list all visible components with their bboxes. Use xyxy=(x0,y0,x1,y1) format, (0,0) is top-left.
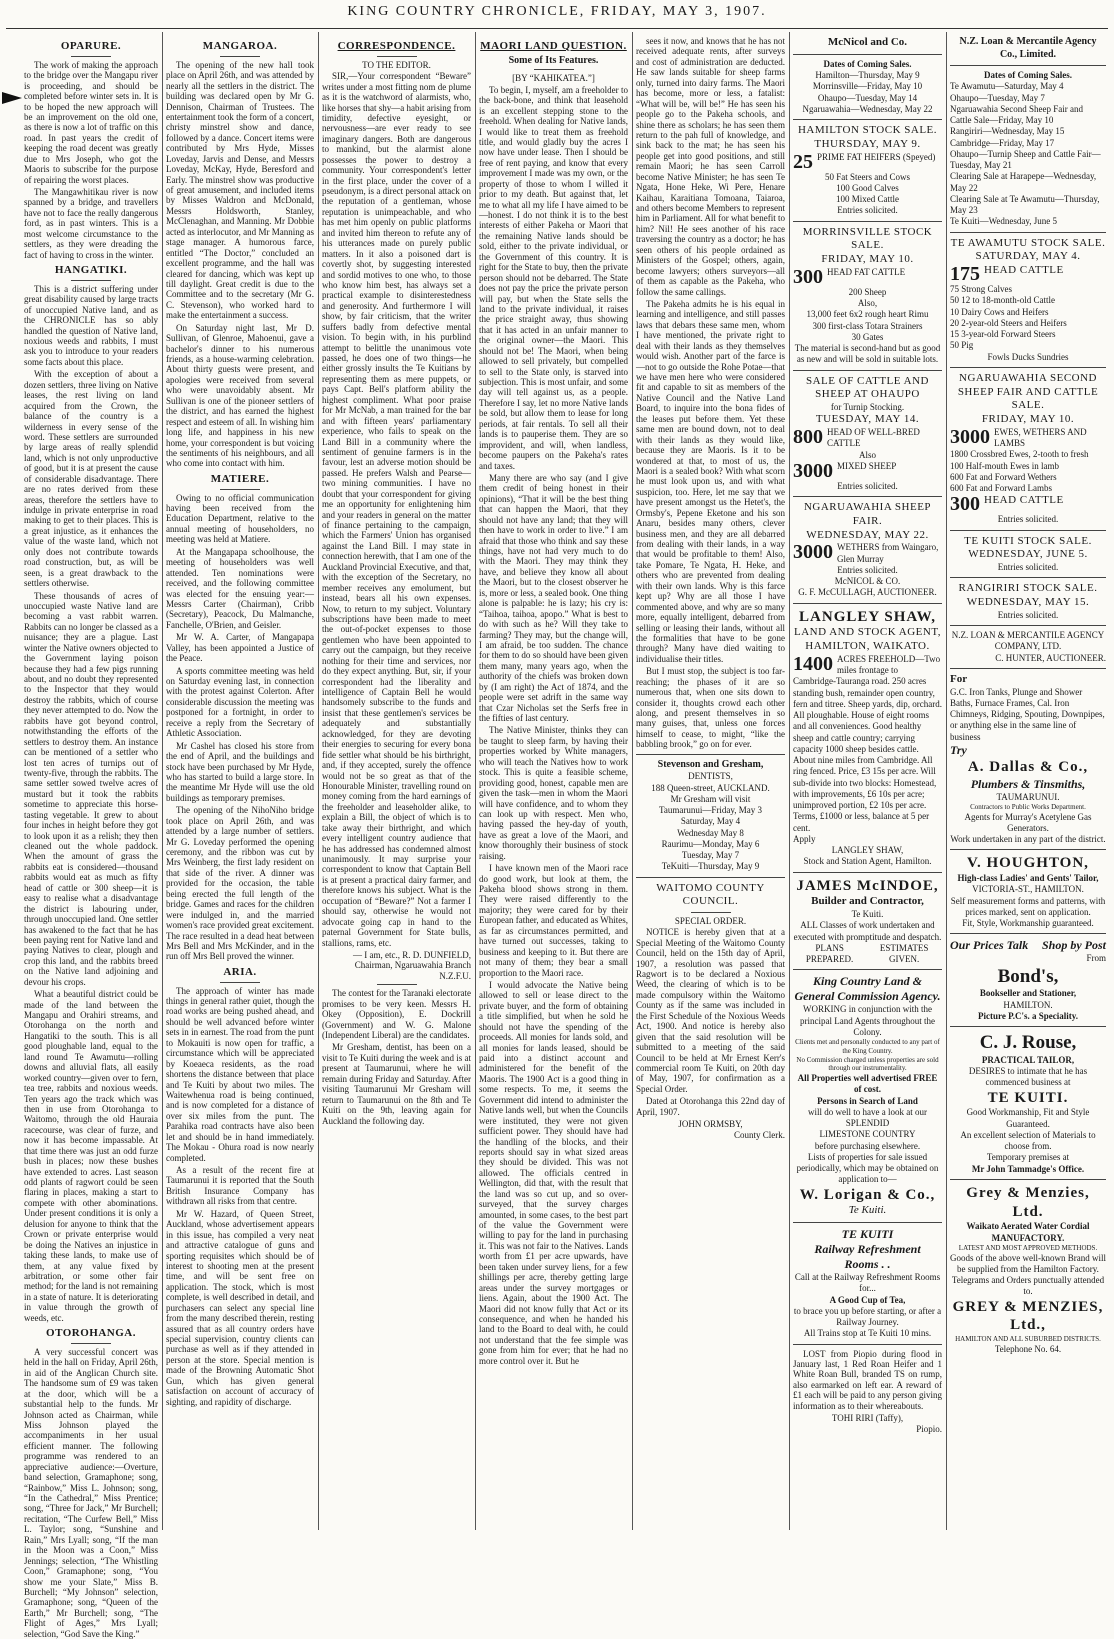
ad-line: Fit, Style, Workmanship guaranteed. xyxy=(962,918,1094,928)
divider xyxy=(636,877,785,878)
ad-line: Also, xyxy=(857,298,878,308)
ad-number: 3000 xyxy=(793,541,833,564)
article-heading: MATIERE. xyxy=(210,472,270,485)
divider xyxy=(793,54,942,55)
divider xyxy=(793,1344,942,1345)
ad-line: 100 Good Calves xyxy=(836,182,899,193)
paragraph: These thousands of acres of unoccupied waste Native land are becoming a vast rabbit warren. Rabbits can no longer be classed as a nuisance; they are a plague. Last winter the Native owners objected to the Government laying poison because they had a few pigs running about, and no doubt they represented to the Inspector that they would destroy the rabbits, which of course they never attempted to do. Now the rabbits have got beyond control, notwithstanding the efforts of the settlers to destroy them. An instance can be mentioned of a settler who lost ten acres of turnips out of twenty-five, through the rabbits. The same settler sowed twelve acres of mustard but it took the rabbits sometime to appreciate this horse-tasting vegetable. It grew to about four inches in height before they got to look upon it as a relish; they then cleaned out the whole paddock. When the amount of grass the rabbits eat is considered—thousand rabbits would eat as much as fifty head of cattle or 300 sheep—it is easy to realise what a disadvantage the district is labouring under, through unoccupied land. One settler has awakened to the fact that he has been paying rent for Native land and paying Natives to clear, plough and crop this land, and the rabbits breed on the Native land adjoining and devour his crops. xyxy=(24,590,158,987)
divider xyxy=(950,849,1106,850)
ad-title: A. Dallas & Co., xyxy=(967,758,1089,775)
ad-line: Good Workmanship, Fit and Style Guaranteed. xyxy=(966,1107,1090,1129)
paragraph: The Native Minister, thinks they can be taught to sleep farm, by having their properties worked by White managers, who will teach the Natives how to work stock. This is quite a feasible scheme, providing good, honest, capable men are given the task—men in whom the Maori will have confidence, and to whom they can look up with respect. Men who, having passed the hey-day of youth, have as great a love of the Maori, and know thoroughly their business of stock raising. xyxy=(479,725,628,861)
ad-number: 175 xyxy=(950,263,980,285)
ad-line: PRIME FAT HEIFERS (Speyed) xyxy=(817,151,936,162)
ad-line: to brace you up before starting, or after a Railway Journey. xyxy=(793,1305,942,1327)
ad-line: Temporary premises at xyxy=(986,1152,1070,1163)
ad-line: Rangiriri—Wednesday, May 15 xyxy=(950,126,1065,137)
ad-line: Apply xyxy=(793,833,816,844)
ad-line: Agents for Murray's Acetylene Gas Generators. xyxy=(964,811,1092,833)
divider xyxy=(793,221,942,222)
paragraph: Mr W. A. Carter, of Mangapapa Valley, has been appointed a Justice of the Peace. xyxy=(166,632,314,664)
divider xyxy=(71,1343,111,1344)
ad-heading: MORRINSVILLE STOCK SALE. xyxy=(802,225,933,252)
masthead-rule xyxy=(6,28,1108,29)
ad-line: Taumarunui—Friday, May 3 xyxy=(658,805,763,815)
ad-line: The material is second-hand but as good as new and will be sold in suitable lots. xyxy=(794,343,941,365)
council-notice xyxy=(636,882,785,928)
ad-line: All Trains stop at Te Kuiti 10 mins. xyxy=(803,1328,932,1339)
ad-line: Persons in Search of Land xyxy=(817,1095,918,1106)
paragraph: This is a district suffering under great disability caused by large tracts of unoccupied Native land, and as the CHRONICLE has so ably handled the question of Native land, noxious weeds and rabbits, I must ask you to introduce to your readers some facts about this place. xyxy=(24,283,158,367)
paragraph: Dated at Otorohanga this 22nd day of April, 1907. xyxy=(636,1096,785,1117)
ad-note: HAMILTON AND ALL SUBURBED DISTRICTS. xyxy=(955,1335,1101,1343)
ad-line: 1800 Crossbred Ewes, 2-tooth to fresh xyxy=(950,449,1089,460)
divider xyxy=(950,1026,1106,1027)
langley-shaw-advertisement xyxy=(793,608,942,868)
divider xyxy=(793,496,942,497)
divider xyxy=(71,280,111,281)
divider xyxy=(377,56,417,57)
ad-line: 300 first-class Totara Strainers xyxy=(812,320,923,331)
ad-title: GREY & MENZIES, Ltd., xyxy=(952,1298,1104,1334)
ad-line: Try xyxy=(950,742,967,757)
divider xyxy=(793,603,942,604)
paragraph: But I must stop, the subject is too far-reaching; the phases of it are so numerous that, when one sits down to consider it, thoughts crowd each other along, and present themselves in so many guises, that, unless one forces himself to cease, to might, “like the babbling brook,” go on for ever. xyxy=(636,666,785,750)
ad-line: Our Prices Talk xyxy=(950,938,1029,953)
ad-heading: NGARUAWAHIA SECOND SHEEP FAIR AND CATTLE SALE. xyxy=(957,371,1099,412)
ad-signature: G. F. McCULLAGH, AUCTIONEER. xyxy=(798,587,937,598)
ad-line: Fowls Ducks Sundries xyxy=(987,351,1069,362)
ad-line: A Good Cup of Tea, xyxy=(829,1294,906,1305)
ad-heading: TE AWAMUTU STOCK SALE. xyxy=(950,236,1106,249)
ad-title: Bond's, xyxy=(997,965,1059,987)
paragraph: The opening of the NihoNiho bridge took place on April 26th, and was attended by a large number of settlers. Mr G. Loveday performed the opening ceremony, and the ribbon was cut by Mrs Weinberg, the first lady resident on that side of the river. A dinner was provided for the occasion, the table being erected the full length of the bridge. Games and races for the children were indulged in, and the married women's race provided great excitement. The race resulted in a dead heat between Mrs Bell and Mrs McKinder, and in the run off Mrs Bell proved the winner. xyxy=(166,805,314,962)
ad-heading: HAMILTON STOCK SALE. xyxy=(797,124,938,136)
ad-number: 800 xyxy=(793,426,823,448)
divider xyxy=(71,56,111,57)
paragraph: A sports committee meeting was held on Saturday evening last, in connection with the protest against Colerton. After considerable discussion the meeting was postponed for a fortnight, in order to receive a reply from the Secretary of Athletic Association. xyxy=(166,665,314,739)
ad-signature: C. HUNTER, AUCTIONEER. xyxy=(995,652,1106,663)
article-heading: HANGATIKI. xyxy=(54,264,128,277)
divider xyxy=(950,625,1106,626)
ad-signature: TOHI RIRI (Taffy), xyxy=(831,1413,904,1424)
paragraph: As a result of the recent fire at Taumarunui it is reported that the South British Insurance Company has withdrawn all risks from that centre. xyxy=(166,1165,314,1207)
paragraph: With the exception of about a dozen settlers, three living on Native leases, the rest living on land acquired from the Crown, the balance of the country is a wilderness in every sense of the word. These settlers are surrounded by large areas of really splendid land, which is not only unproductive of good, but it is at present the cause of considerable disadvantage. There are no rates derived from these areas, therefore the settlers have to indulge in private enterprise in road making to get to their places. This is a great injustice, as it enhances the value of the waste land, which not only does not contribute towards road construction, but, as will be seen, is a great drawback to the settlers otherwise. xyxy=(24,369,158,589)
subheading: Some of Its Features. xyxy=(508,54,599,66)
ad-line: 600 Fat and Forward Lambs xyxy=(950,483,1052,493)
ad-title: N.Z. Loan & Mercantile Agency Co., Limited. xyxy=(959,36,1097,60)
paragraph: The opening of the new hall took place on April 26th, and was attended by nearly all the settlers in the district. The building was declared open by Mr G. Dennison, Chairman of Trustees. The entertainment took the form of a concert, christy minstrel show and dance, followed by a dance. Concert items were contributed by Mrs Hyde, Misses Loveday, Jarvis and Dense, and Messrs Loveday, McKay, Hyde, Beresford and Early. The minstrel show was productive of great amusement, and included items by Misses Waldron and McDonald, Messrs Holdsworth, Stanley, McClenaghan, and Manning. Mr Dobbie acted as interlocutor, and Mr Manning as stage manager. A humorous farce, entitled “The Doctor,” concluded an excellent programme, and the hall was cleared for dancing, which was kept up till daylight. Great credit is due to the Committee and to the secretary (Mr G. C. Stevenson), who worked hard to make the entertainment a success. xyxy=(166,59,314,321)
ad-line: Mr John Tammadge's Office. xyxy=(971,1163,1085,1174)
divider xyxy=(950,577,1106,578)
ad-body: WORKING in conjunction with the principal Land Agents throughout the Colony. xyxy=(800,1004,935,1037)
ad-body: DESIRES to intimate that he has commenced business at xyxy=(968,1066,1088,1088)
ad-line: 50 Fat Steers and Cows xyxy=(825,171,910,182)
paragraph: Owing to no official communication having been received from the Education Department, relative to the annual meeting of householders, no meeting was held at Matiere. xyxy=(166,492,314,545)
ad-date: THURSDAY, MAY 9. xyxy=(814,137,921,150)
ad-number: 3000 xyxy=(793,459,833,482)
ad-city: HAMILTON, WAIKATO. xyxy=(805,640,930,652)
ad-line: 15 3-year-old Forward Steers xyxy=(950,329,1056,339)
ad-body: G.C. Iron Tanks, Plunge and Shower Baths, Furnace Frames, Cal. Iron Chimneys, Ridging, Spouting, Downpipes, or anything else in the same line of business xyxy=(950,686,1105,742)
column-divider xyxy=(318,32,319,1530)
ad-subtitle: Dates of Coming Sales. xyxy=(823,58,912,69)
ad-line: before purchasing elsewhere. xyxy=(814,1140,921,1151)
ad-line: HEAD CATTLE xyxy=(984,264,1064,276)
ad-heading: RANGIRIRI STOCK SALE. xyxy=(958,582,1098,595)
dallas-advertisement xyxy=(950,673,1106,846)
ad-address: 188 Queen-street, AUCKLAND. xyxy=(651,782,770,793)
ad-line: 100 Mixed Cattle xyxy=(836,194,899,204)
ad-subtitle: Bookseller and Stationer, xyxy=(979,988,1077,999)
ad-line: Clearing Sale at Harapepe—Wednesday, May 22 xyxy=(950,171,1097,193)
ad-line: Clearing Sale at Te Awamutu—Thursday, May 23 xyxy=(950,193,1100,215)
land-agency-advertisement xyxy=(793,974,942,1218)
ad-line: ESTIMATES GIVEN. xyxy=(879,942,929,964)
article-heading: CORRESPONDENCE. xyxy=(337,40,456,52)
dentist-advertisement xyxy=(636,759,785,873)
ad-line: Work undertaken in any part of the district. xyxy=(950,834,1106,844)
ad-line: TeKuiti—Thursday, May 9 xyxy=(661,861,760,872)
ad-line: An excellent selection of Materials to choose from. xyxy=(960,1129,1096,1151)
paragraph: I have known men of the Maori race do good work, but look at them, the Pakeha blood shows strong in them. They were raised differently to the majority; they were cared for by their European father, and educated as Whites, as far as circumstances permitted, and have turned out successes, taking to business and keeping to it. But there are not many of them; they bear a small proportion to the Maori race. xyxy=(479,863,628,978)
paragraph: SIR,—Your correspondent “Beware” writes under a most fitting nom de plume as it is the watchword of alarmists, who, like horses that shy—a habit arising from timidity, defective eyesight, or nervousness—are ever ready to see imaginary dangers. Both are dangerous to mankind, but the alarmist alone possesses the power to destroy a community. Your correspondent's letter in the first place, under the cover of a pseudonym, is a direct personal attack on the reputation of a gentleman, whose reputation is unimpeachable, and who has met him openly on public platforms and invited him thereon to refute any of his utterances made on purely public matters. In it also a poisoned dart is covertly shot, by suggesting interested and sordid motives to one who, to those who know him best, has always set a practical example to disinterestedness and generosity. And furthermore I will show, by fair criticism, that the writer suffers badly from defective mental vision. To begin with, in his purblind attempt to belittle the unanimous vote passed, he does one of two things—he either grossly insults the Te Kuitians by representing them as mere puppets, or pays Capt. Bell's platform ability the highest compliment. What poor praise for Mr McNab, a man trained for the bar and with fifteen years' parliamentary experience, who fails to speak on the Land Bill in a community where the sentiment of genuine farmers is in the favour, lest an adverse motion should be passed. He prefers Walsh and Pearse—two mining communities. I have no doubt that your correspondent for giving me an opportunity for enlightening him and your readers in general on the matter of finance pertaining to the campaign, which the Farmers' Union has organised against the Land Bill. I may state in connection herewith, that I am one of the Auckland Provincial Executive, and that, with the exception of the Secretary, no member receives any emolument, but instead, bears all his own expenses. Now, to return to my subject. Voluntary subscriptions have been made to meet the out-of-pocket expenses to those gentlemen who have been appointed to carry out the campaign, but they receive nothing for their time and services, nor do they expect anything. But, sir, if your correspondent had the liberality and intelligence of Captain Bell he would handsomely subscribe to the funds and insist that these gentlemen's services be adequately and substantially acknowledged, for they are devoting their energies to securing for every bona fide settler what should be his birthright, and, if they accepted, surely the offence would not be so great as that of the Honourable Minister, travelling round on money coming from the hard earnings of the freeholder and leaseholder alike, to explain a Bill, the object of which is to take away their birthright, and which every intelligent country audience that he has addressed has condemned almost unanimously. It may surprise your correspondent to know that Captain Bell is at present a practical dairy farmer, and therefore knows his subject. What is the occupation of “Beware?” Not a farmer I should say, otherwise he would not advocate going cap in hand to the paternal Government for State bulls, stallions, rams, etc. xyxy=(322,71,471,948)
column-divider xyxy=(946,32,947,1530)
ad-heading: SALE OF CATTLE AND SHEEP AT OHAUPO xyxy=(806,374,929,401)
ad-subtitle: Dates of Coming Sales. xyxy=(984,70,1072,80)
ad-note: LATEST AND MOST APPROVED METHODS. xyxy=(958,1243,1098,1252)
ad-signature: McNICOL & CO. xyxy=(834,576,901,586)
ad-note: Contractors to Public Works Department. xyxy=(970,802,1086,811)
ad-subtitle: Railway Refreshment xyxy=(814,1242,921,1256)
ad-line: All Properties well advertised FREE of cost. xyxy=(797,1073,938,1095)
ad-number: 1400 xyxy=(793,652,833,675)
ad-note: Clients met and personally conducted to any part of the King Country. xyxy=(795,1038,940,1055)
lost-notice: LOST from Piopio during flood in January last, 1 Red Roan Heifer and 1 White Roan Bull, branded TS on rump, also earmarked on left ear. A reward of £1 each will be paid to any person giving information as to their whereabouts. xyxy=(793,1348,942,1411)
ad-line: Telegrams and Orders punctually attended to. xyxy=(951,1275,1105,1297)
divider xyxy=(950,232,1106,233)
ad-line: MIXED SHEEP xyxy=(837,460,897,471)
column-4 xyxy=(479,36,628,1530)
ad-signature: Piopio. xyxy=(916,1424,942,1435)
ad-line: PLANS PREPARED. xyxy=(805,942,854,964)
ad-signature: N.Z. LOAN & MERCANTILE AGENCY COMPANY, LTD. xyxy=(951,630,1105,652)
paragraph: The contest for the Taranaki electorate promises to be very keen. Messrs H. Okey (Opposition), E. Dockrill (Government) and W. G. Malone (Independent Liberal) are the candidates. xyxy=(322,988,471,1040)
byline: [BY “KAHIKATEA.”] xyxy=(512,73,595,84)
ad-line: Entries solicited. xyxy=(837,205,898,216)
signature: — I am, etc., R. D. DUNFIELD, Chairman, Ngaruawahia Branch N.Z.F.U. xyxy=(353,949,471,981)
grey-menzies-advertisement xyxy=(950,1184,1106,1355)
ad-body: ALL Classes of work undertaken and executed with promptitude and despatch. xyxy=(793,920,942,942)
divider xyxy=(950,668,1106,669)
column-1 xyxy=(24,36,158,1639)
column-6 xyxy=(793,36,942,1530)
ad-title: Stevenson and Gresham, xyxy=(657,758,764,770)
ad-number: 3000 xyxy=(950,425,990,448)
ad-line: Entries solicited. xyxy=(997,609,1059,620)
ad-title: TE KUITI xyxy=(841,1227,894,1241)
ad-signature: Stock and Station Agent, Hamilton. xyxy=(803,856,932,867)
divider xyxy=(793,1222,942,1223)
ad-title: JAMES McINDOE, xyxy=(796,877,939,894)
ad-subtitle: High-class Ladies' and Gents' Tailor, xyxy=(957,873,1099,883)
paragraph: The Mangawhitikau river is now spanned by a bridge, and travellers have not to face the really dangerous ford, as in past winters. This is a most welcome circumstance to the settlers, as they were dreading the fact of having to cross in the winter. xyxy=(24,187,158,260)
column-5 xyxy=(636,36,785,1530)
ad-line: From xyxy=(1086,953,1106,964)
ad-line: Raurimu—Monday, May 6 xyxy=(661,838,760,849)
houghton-advertisement xyxy=(950,854,1106,929)
ad-line: Wednesday May 8 xyxy=(677,827,744,838)
column-divider xyxy=(632,32,633,1530)
ad-line: for Turnip Stocking. xyxy=(830,402,905,412)
mcindoe-advertisement xyxy=(793,877,942,966)
paragraph: What a beautiful district could be made of the land between the Mangapu and Orahiri streams, and Otorohanga on the north and Hangatiki to the south. This is all good ploughable land, equal to the land round Te Awamutu—rolling downs and alluvial flats, all easily worked country—given over to fern, tea tree, rabbits and noxious weeds. Ten years ago the track which was then in use from Otorohanga to Waitomo, through the old Hauraia racecourse, was clear of furze, and now it has become impassable. At that time there was just an odd furze bush in places; now these bushes have extended to acres. Last season odd plants of ragwort could be seen flaring in places, making a start to compete with other abominations. Under present conditions it is only a delusion for anyone to think that the Crown or private enterprise would be doing the Natives an injustice in taking these lands, to make use of them, at any value fixed by arbitration, or some other fair method; for the land is not remaining in a state of nature. It is deteriorating in value through the growth of weeds, etc. xyxy=(24,989,158,1323)
article-heading: OTOROHANGA. xyxy=(46,1327,136,1340)
ad-line: Ohaupo—Tuesday, May 7 xyxy=(950,92,1045,103)
ad-date: WEDNESDAY, JUNE 5. xyxy=(968,548,1088,561)
ad-title: WAITOMO COUNTY COUNCIL. xyxy=(656,881,765,908)
refreshment-rooms-advertisement xyxy=(793,1227,942,1340)
ad-date: WEDNESDAY, MAY 22. xyxy=(806,528,929,541)
column-7 xyxy=(950,36,1106,1530)
ad-city: Te Kuiti. xyxy=(848,1204,887,1217)
divider xyxy=(220,56,260,57)
divider xyxy=(950,933,1106,934)
divider xyxy=(950,367,1106,368)
ad-line: Goods of the above well-known Brand will be supplied from the Hamilton Factory. xyxy=(950,1252,1106,1274)
ad-line: Ngaruawahia—Wednesday, May 22 xyxy=(802,103,933,114)
ad-line: HEAD OF WELL-BRED CATTLE xyxy=(827,427,920,449)
ad-line: Ohaupo—Tuesday, May 14 xyxy=(817,92,918,103)
paragraph: On Saturday night last, Mr D. Sullivan, of Glenroe, Mahoenui, gave a bachelor's dinner to his numerous friends, as a house-warming celebration. About thirty guests were present, and apologies were received from several who were unavoidably absent. Mr Sullivan is one of the pioneer settlers of the district, and has earned the highest respect and esteem of all. In wishing him long life, and happiness in his new home, your correspondent is but voicing the sentiments of his neighbours, and all who come into contact with him. xyxy=(166,322,314,469)
ad-subtitle: Plumbers & Tinsmiths, xyxy=(970,776,1086,791)
bonds-advertisement xyxy=(950,938,1106,1022)
ad-title: V. HOUGHTON, xyxy=(967,855,1089,872)
divider xyxy=(793,969,942,970)
ad-number: 25 xyxy=(793,150,813,173)
ad-line: 200 Sheep xyxy=(848,286,887,297)
ad-note: No Commission charged unless properties are sold through our instrumentality. xyxy=(796,1055,939,1073)
paragraph: Mr Gresham, dentist, has been on a visit to Te Kuiti during the week and is at present at Taumarunui, where he will remain during Friday and Saturday. After visiting Taumarunui Mr Gresham will return to Taumarunui on the 8th and Te Kuiti on the 9th, leaving again for Auckland the following day. xyxy=(322,1042,471,1126)
article-heading: MANGAROA. xyxy=(202,40,278,52)
ad-body: Self measurement forms and patterns, with prices marked, sent on application. xyxy=(950,895,1106,917)
article-heading: MAORI LAND QUESTION. xyxy=(480,40,627,52)
ad-line: Telephone No. 64. xyxy=(994,1343,1062,1354)
ad-line: Shop by Post xyxy=(1041,938,1106,953)
paragraph: A very successful concert was held in the hall on Friday, April 26th, in aid of the Anglican Church site. The handsome sum of £9 was taken at the door, which will be a substantial help to the funds. Mr Johnson acted as Chairman, while Miss Johnson played the accompaniments in her usual efficient manner. The following programme was rendered to an appreciative audience:—Overture, band selection, Gramaphone; song, “Rainbow,” Miss L. Johnson; song, “In the Cathedral,” Miss Prentice; song, “Three for Jack,” Mr Burchell; recitation, “The Curfew Bell,” Miss L. Taylor; song, “Sunshine and Rain,” Mrs Lyall; song, “If the man in the Moon was a Coon,” Miss Jennings; selection, “The Whistling Coon,” Gramaphone; song, “You show me your Slate,” Miss B. Burchell; “My Johnson” selection, Gramaphone; song, “Queen of the Earth,” Mr Burchell; song, “The Flight of Ages,” Mrs Lyall; selection, “God Save the King.” xyxy=(24,1346,158,1639)
divider xyxy=(950,530,1106,531)
ad-line: Mr Gresham will visit xyxy=(670,793,751,804)
column-divider xyxy=(789,32,790,1530)
ad-line: 600 Fat and Forward Wethers xyxy=(950,471,1057,482)
ad-signature: LANGLEY SHAW, xyxy=(831,845,904,855)
ad-line: Entries solicited. xyxy=(997,562,1059,572)
paragraph: sees it now, and knows that he has not received adequate rents, after surveys and cost of administration are deducted. He saw lands suitable for sheep farms only, turned into dairy farms. The Maori has become, more or less, a fatalist: “What will be, will be!” He has seen his people go to the Pakeha schools, and shine there as scholars; he has seen them return to the pah full of knowledge, and sink back to the mat; he has seen his people get into good positions, and still remain Maori; he has seen Carroll become Native Minister; he has seen Te Ngata, Hone Heke, Wi Pere, Henare Kaihau, Karaitiana Tomoana, Taiaroa, and others become Members to represent him in Parliament. All for what benefit to him? Nil! He sees another of his race traversing the country as a doctor; he has seen others of his people ordained as Ministers of the Gospel; others, again, become lawyers; others surveyors—all of them as capable as the Pakeha, who follow the same callings. xyxy=(636,36,785,297)
ad-city: Te Kuiti. xyxy=(851,909,884,919)
ad-date: FRIDAY, MAY 10. xyxy=(981,413,1075,425)
ad-line: EWES, WETHERS AND LAMBS xyxy=(994,426,1087,448)
divider xyxy=(691,912,731,913)
ad-city: TAUMARUNUI. xyxy=(996,791,1060,802)
ad-title: Grey & Menzies, Ltd. xyxy=(966,1184,1090,1220)
ad-line: Entries solicited. xyxy=(997,514,1059,525)
ad-line: Ngaruawahia Second Sheep Fair and Cattle Sale—Friday, May 10 xyxy=(950,103,1083,125)
paragraph: At the Mangapapa schoolhouse, the meeting of householders was well attended. Ten nominations were received, and the following committee was elected for the ensuing year:—Messrs Carter (Chairman), Cribb (Secretary), Peacock, Du Malmanche, Fanchelle, O'Brien, and Geisler. xyxy=(166,546,314,630)
ad-line: 13,000 feet 6x2 rough heart Rimu xyxy=(806,309,929,320)
ad-line: Ohaupo—Turnip Sheep and Cattle Fair—Tuesday, May 21 xyxy=(950,148,1101,170)
ad-title: King Country Land & General Commission Agency. xyxy=(794,974,941,1004)
ad-address: VICTORIA-ST., HAMILTON. xyxy=(972,884,1084,895)
ad-subtitle: DENTISTS, xyxy=(688,771,733,782)
divider xyxy=(377,984,417,985)
article-heading: OPARURE. xyxy=(60,40,122,52)
signature: JOHN ORMSBY, xyxy=(678,1119,743,1130)
ad-heading: NGARUAWAHIA SHEEP FAIR. xyxy=(803,501,932,527)
ad-line: For xyxy=(950,672,968,685)
ad-line: HEAD CATTLE xyxy=(984,494,1064,507)
paragraph: NOTICE is hereby given that at a Special Meeting of the Waitomo County Council, held on the 15th day of April, 1907, a resolution was passed that Ragwort is to be declared a Noxious Weed, the clearing of which is to be made compulsory within the Waitomo County as if the same was included in the First Schedule of the Noxious Weeds Act, 1900. And notice is hereby also given that the said resolution will be submitted to a meeting of the said Council to be held at Mr Ernest Kerr's commercial room Te Kuiti, on 20th day of May, 1907, for confirmation as a Special Order. xyxy=(636,927,785,1094)
ad-city: HAMILTON. xyxy=(1003,999,1053,1010)
ad-line: Picture P.C's. a Speciality. xyxy=(978,1010,1078,1021)
article-heading: ARIA. xyxy=(223,965,257,978)
ad-line: 50 12 to 18-month-old Cattle xyxy=(950,295,1055,306)
divider xyxy=(534,69,574,70)
ad-line: Te Awamutu—Saturday, May 4 xyxy=(950,81,1064,92)
divider xyxy=(793,370,942,371)
ad-line: Cambridge—Friday, May 17 xyxy=(950,137,1055,148)
ad-title: C. J. Rouse, xyxy=(979,1032,1077,1053)
divider xyxy=(220,982,260,983)
paragraph: To begin, I, myself, am a freeholder to the back-bone, and think that leasehold is an excellent stepping stone to the freehold. When dealing for Native lands, I would like to treat them as freehold title, and would gladly buy the acres I now have under lease. Then I should be free of rent paying, and know that every improvement I made was my own, or the property of those to whom I willed it prior to my death. But against that, let me to what all my life I have aimed to be—honest. I do not think it is to the best interests of either Pakeha or Maori that the remaining Native lands should be sold, either to the private individual, or the Government of this country. It is right for the State to buy, then the private person should not be debarred. The State does not pay the price the private person will pay, but when the State sells the land to the private individual, it raises the price straight away, thus showing that it has acted in an unfair manner to the original owner—the Maori. This should not be! The Maori, when being allowed to sell privately, but compelled to sell to the State only, is starved into subjection. This is most unfair, and some day will tell against us, as a people. Therefore I say, let no more Native lands be sold, but allow them to lease for long periods, at fair rentals. To sell all their lands is to pauperise them. They are so improvident, and will, when landless, become paupers on the Pakeha's rates and taxes. xyxy=(479,84,628,471)
ad-subtitle: Rooms . . xyxy=(844,1257,891,1271)
ad-line: Entries solicited. xyxy=(837,480,898,491)
divider xyxy=(636,754,785,755)
ad-line: 50 Pig xyxy=(950,340,974,351)
ad-line: WETHERS from Waingaro, Glen Murray xyxy=(837,542,939,564)
ad-subtitle: Waikato Aerated Water Cordial MANUFACTORY. xyxy=(966,1221,1090,1243)
ad-line: LIMESTONE COUNTRY xyxy=(819,1129,916,1140)
ad-line: 20 2-year-old Steers and Heifers xyxy=(950,317,1067,328)
ad-heading: TE KUITI STOCK SALE. xyxy=(964,534,1092,547)
paragraph: Many there are who say (and I give them credit of being honest in their opinions), “That it will be the best thing that can happen the Maori, that they should not have any land; that they will then have to work in order to live.” I am afraid that those who think and say these things, have not had very much to do with the Maori. They may think they have, and believe they know all about the Maori, but to the closest observer he is, more or less, a sealed book. One thing alone is palpable: he is lazy; his cry is: “Taihoa, taihoa, apopo.” What is best to do with such as he? Will they take to farming? They may, but the change will, I am afraid, be too sudden. The chance for them to do so should have been given them many, many years ago, when the authority of the chiefs was broken down by (I am right) the Act of 1874, and the people were set adrift in the same way that Czar Nicholas set the Serfs free in the fifties of last century. xyxy=(479,472,628,724)
mcnicol-advertisement xyxy=(793,36,942,599)
ad-line: 100 Half-mouth Ewes in lamb xyxy=(950,460,1059,471)
ad-subtitle: SPECIAL ORDER. xyxy=(674,916,747,926)
masthead: KING COUNTRY CHRONICLE, FRIDAY, MAY 3, 1907. xyxy=(347,4,767,19)
ad-title: LANGLEY SHAW, xyxy=(799,608,936,625)
ad-line: 10 Dairy Cows and Heifers xyxy=(950,306,1049,317)
ad-line: Also xyxy=(858,449,876,460)
ad-date: TUESDAY, MAY 14. xyxy=(815,413,920,426)
paragraph: I would advocate the Native being allowed to sell or lease direct to the private buyer, and the form of obtaining a title simplified, but when he sold he should not have the spending of the proceeds. All monies for lands sold, and all monies for lands leased, should be paid into a distinct account and administered for the benefit of the Maoris. The 1900 Act is a good thing in some respects. To me, it seems the Government did intend to administer the Native lands well, but when the Councils were instituted, they were not given sufficient power. They should have had the handling of the blocks, and their reports should say in what sized areas they should be divided. This was not allowed. The officials centred in Wellington, did that, with the result that the land was so cut up, and so over-surveyed, that the survey charges amounted, in some cases, to the best part of the value the Government were willing to pay for the land in purchasing it. This was not fair to the Natives. Lands worth from £1 per acre upwards, have been taken under survey liens, for a few shillings per acre, thereby getting large areas under the survey mortgages or liens. Again, about the 1900 Act. The Maori did not know fully that Act or its consequence, and when he handed his land to the Board to deal with, he could not understand that the fee simple was gone from him for ever; that he had no more control over it. But he xyxy=(479,979,628,1366)
column-divider xyxy=(162,32,163,1530)
ad-line: Saturday, May 4 xyxy=(680,816,741,827)
paragraph: Mr Cashel has closed his store from the end of April, and the buildings and stock have been purchased by Mr Hyde, who has started to build a large store. In the meantime Mr Hyde will use the old buildings as temporary premises. xyxy=(166,740,314,803)
ad-date: FRIDAY, MAY 10. xyxy=(821,253,914,265)
column-3 xyxy=(322,36,471,1530)
divider xyxy=(950,1179,1106,1180)
column-divider xyxy=(475,32,476,1530)
paragraph: The approach of winter has made things in general rather quiet, though the road works are being pushed ahead, and should be well advanced before winter sets in in earnest. The road from the punt to Mokauiti is now open for traffic, a circumstance which will be appreciated by Koeaeca residents, as the road shortens the distance between that place and Te Kuiti by about two miles. The Waitewhenua road is being continued, and is now completed for a distance of over six miles from the punt. The Parahika road contracts have also been let and should be in hand immediately. The Mokau - Ohura road is now nearly completed. xyxy=(166,985,314,1163)
signature-role: County Clerk. xyxy=(734,1130,785,1141)
divider xyxy=(793,119,942,120)
ad-line: Entries solicited. xyxy=(837,564,898,575)
ad-line: will do well to have a look at our SPLENDID xyxy=(808,1106,927,1128)
divider xyxy=(793,872,942,873)
paragraph: The work of making the approach to the bridge over the Mangapu river is proceeding, and should be completed before winter sets in. It is to be hoped the new approach will be an improvement on the old one, as there is now a lot of traffic on this road. In past years the credit of keeping the road decent was greatly due to Mrs Joseph, who got the Maoris to subscribe for the purpose of repairing the worst places. xyxy=(24,59,158,185)
column-2 xyxy=(166,36,314,1530)
ad-number: 300 xyxy=(950,493,980,516)
divider xyxy=(950,65,1106,66)
ad-title: McNicol and Co. xyxy=(827,36,908,48)
ad-line: Tuesday, May 7 xyxy=(681,850,740,860)
ad-subtitle: LAND AND STOCK AGENT, xyxy=(794,626,941,639)
paragraph: The Pakeha admits he is his equal in learning and intelligence, and still passes laws that debars these same men, whom I have mentioned, the private right to deal with their lands as they themselves would wish. Another part of the farce is—not to go outside the Rohe Potae—that we have men here who were considered fit and capable to sit as members of the Native Council and the Native Land Board, to inquire into the bona fides of the leases put before them. Yet these same men are bound down, not to deal with their lands as they would like, because they are Maoris. Is it to be wondered at that, to most of us, the Maori is a sealed book? With what scorn he must look upon us, and with what suspicion, too. Here, let me say that we have present amongst us the Hetet's, the Ormsby's, Pepene Eketone and his son Anaru, besides many others, clever business men, and they are all debarred from dealing with their lands, in a way that would be profitable to them! Also, take Pomare, Te Ngata, H. Heke, and others who are prevented from dealing with their own lands. Why is this farce kept up? Why are all those I have commented above, and why are so many more, equally intelligent, debarred from selling or leasing their lands, without all the formalities that have to be gone through? Many have died waiting to individualise their titles. xyxy=(636,298,785,664)
pointer-arrow-icon xyxy=(2,92,22,104)
nz-loan-advertisement xyxy=(950,36,1106,664)
ad-number: 300 xyxy=(793,265,823,288)
ad-line: HEAD FAT CATTLE xyxy=(827,266,906,277)
ad-date: SATURDAY, MAY 4. xyxy=(975,250,1081,263)
ad-title: W. Lorigan & Co., xyxy=(799,1186,936,1203)
ad-line: Morrinsville—Friday, May 10 xyxy=(812,81,923,92)
ad-line: Te Kuiti—Wednesday, June 5 xyxy=(950,216,1058,227)
ad-line: 30 Gates xyxy=(851,331,884,342)
divider xyxy=(220,489,260,490)
ad-line: Hamilton—Thursday, May 9 xyxy=(815,70,920,80)
rouse-advertisement xyxy=(950,1031,1106,1175)
ad-date: WEDNESDAY, MAY 15. xyxy=(966,596,1090,608)
ad-subtitle: Builder and Contractor, xyxy=(811,895,924,908)
ad-city: TE KUITI. xyxy=(987,1089,1069,1106)
ad-subtitle: PRACTICAL TAILOR, xyxy=(981,1054,1075,1065)
paragraph: Mr W. Hazard, of Queen Street, Auckland, whose advertisement appears in this issue, has compiled a very neat and attractive catalogue of guns and sporting requisites which should be of interest to shooting men at the present time, and will be sent free on application. The stock, which is most complete, is well described in detail, and purchasers can select any special line from the many described therein, resting assured that as all country orders have special supervision, country clients can purchase as well as if they attended in person at the store. Special mention is made of the Browning Automatic Shot Gun, which has given general satisfaction on account of accuracy of sighting, and rapidity of discharge. xyxy=(166,1208,314,1407)
ad-body: Call at the Railway Refreshment Rooms for... xyxy=(794,1272,941,1294)
ad-body: ACRES FREEHOLD—Two miles frontage to Cambridge-Tauranga road. 250 acres standing bush, remainder open country, fern and titree. Sheep yards, dip, orchard. All ploughable. House of eight rooms and all conveniences. Good healthy sheep and cattle country; carrying capacity 1000 sheep besides cattle. About nine miles from Cambridge. All ring fenced. Price, £3 15s per acre. Will sub-divide into two blocks: Homestead, with improvements, £6 10s per acre; unimproved portion, £2 10s per acre. Terms, £1000 or less, balance at 5 per cent. xyxy=(793,653,942,833)
subheading: TO THE EDITOR. xyxy=(362,59,431,70)
ad-line: 75 Strong Calves xyxy=(950,284,1012,294)
ad-line: Lists of properties for sale issued periodically, which may be obtained on application to— xyxy=(796,1151,939,1185)
